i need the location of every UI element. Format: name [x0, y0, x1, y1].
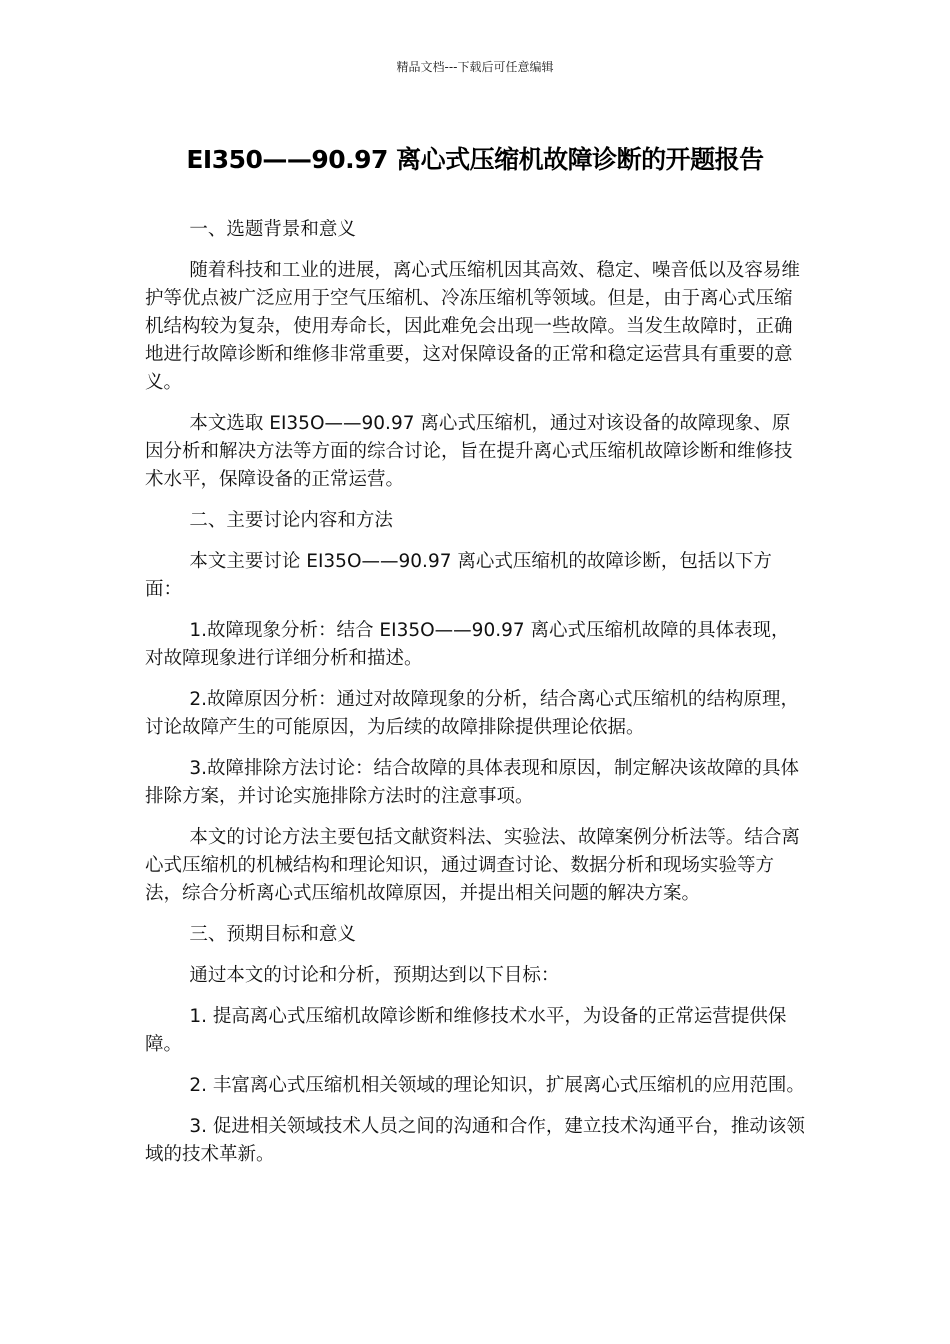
list-item-goal-2: 2. 丰富离心式压缩机相关领域的理论知识，扩展离心式压缩机的应用范围。 — [189, 1075, 805, 1096]
list-item-goal-1: 1. 提高离心式压缩机故障诊断和维修技术水平，为设备的正常运营提供保障。 — [145, 1006, 787, 1055]
section-heading-content: 二、主要讨论内容和方法 — [189, 510, 393, 531]
paragraph-methods: 本文的讨论方法主要包括文献资料法、实验法、故障案例分析法等。结合离心式压缩机的机械结构和理论知识，通过调查讨论、数据分析和现场实验等方法，综合分析离心式压缩机故障原因，并提出相关问题的解决方案。 — [145, 827, 800, 904]
document-body — [145, 216, 805, 1182]
section-heading-background: 一、选题背景和意义 — [189, 219, 356, 240]
header-note: 精品文档---下载后可任意编辑 — [396, 60, 554, 74]
paragraph-content-intro: 本文主要讨论 EI35O——90.97 离心式压缩机的故障诊断，包括以下方面： — [145, 551, 772, 600]
list-item-troubleshooting: 3.故障排除方法讨论：结合故障的具体表现和原因，制定解决该故障的具体排除方案，并讨论实施排除方法时的注意事项。 — [145, 758, 800, 807]
list-item-goal-3: 3. 促进相关领域技术人员之间的沟通和合作，建立技术沟通平台，推动该领域的技术革新。 — [145, 1116, 805, 1165]
list-item-cause-analysis: 2.故障原因分析：通过对故障现象的分析，结合离心式压缩机的结构原理，讨论故障产生的可能原因，为后续的故障排除提供理论依据。 — [145, 689, 800, 738]
paragraph-goals-intro: 通过本文的讨论和分析，预期达到以下目标： — [189, 965, 560, 986]
paragraph-purpose: 本文选取 EI35O——90.97 离心式压缩机，通过对该设备的故障现象、原因分析和解决方法等方面的综合讨论，旨在提升离心式压缩机故障诊断和维修技术水平，保障设备的正常运营。 — [145, 413, 793, 490]
section-heading-goals: 三、预期目标和意义 — [189, 924, 356, 945]
paragraph-background: 随着科技和工业的进展，离心式压缩机因其高效、稳定、噪音低以及容易维护等优点被广泛应用于空气压缩机、冷冻压缩机等领域。但是，由于离心式压缩机结构较为复杂，使用寿命长，因此难免会出现一些故障。当发生故障时，正确地进行故障诊断和维修非常重要，这对保障设备的正常和稳定运营具有重要的意义。 — [145, 260, 800, 393]
document-title: EI350——90.97 离心式压缩机故障诊断的开题报告 — [186, 145, 764, 174]
list-item-phenomenon-analysis: 1.故障现象分析：结合 EI35O——90.97 离心式压缩机故障的具体表现，对故障现象进行详细分析和描述。 — [145, 620, 790, 669]
